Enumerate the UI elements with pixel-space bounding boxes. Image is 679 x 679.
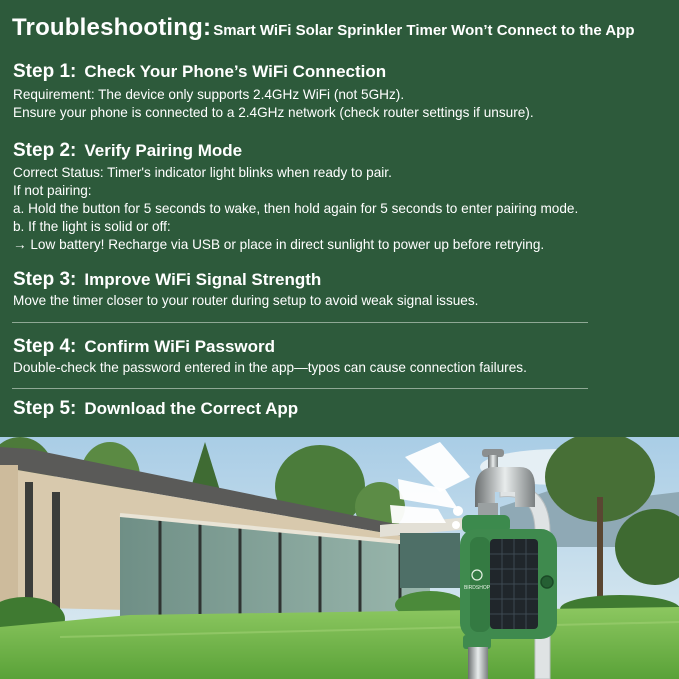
step-4-number: Step 4:	[13, 336, 77, 357]
step-4-heading	[13, 336, 275, 358]
step-1-title: Check Your Phone’s WiFi Connection	[84, 62, 387, 81]
step-3-line-1: Move the timer closer to your router during setup to avoid weak signal issues.	[13, 293, 479, 308]
step-2-title: Verify Pairing Mode	[84, 141, 243, 160]
pair-button-icon	[541, 576, 553, 588]
step-2-line-3: a. Hold the button for 5 seconds to wake, then hold again for 5 seconds to enter pairing mode.	[13, 201, 579, 216]
step-3-number: Step 3:	[13, 269, 77, 290]
step-1-line-1: Requirement: The device only supports 2.4GHz WiFi (not 5GHz).	[13, 87, 405, 102]
step-1-number: Step 1:	[13, 61, 77, 82]
product-scene-image	[0, 437, 679, 679]
lawn	[0, 607, 679, 679]
step-2-line-1: Correct Status: Timer's indicator light blinks when ready to pair.	[13, 165, 392, 180]
brand-label: BIRDSHOP	[463, 585, 491, 591]
divider-2	[12, 388, 588, 389]
title-sub: Smart WiFi Solar Sprinkler Timer Won’t Connect to the App	[213, 22, 635, 39]
step-2-line-4: b. If the light is solid or off:	[13, 219, 171, 234]
step-5-heading	[13, 398, 298, 420]
step-4-title: Confirm WiFi Password	[84, 337, 276, 356]
step-5-number: Step 5:	[13, 398, 77, 419]
step-1-heading	[13, 61, 386, 83]
step-5-title: Download the Correct App	[84, 399, 299, 418]
step-3-title: Improve WiFi Signal Strength	[84, 270, 322, 289]
step-2-line-2: If not pairing:	[13, 183, 92, 198]
step-4-line-1: Double-check the password entered in the app—typos can cause connection failures.	[13, 360, 527, 375]
step-1-line-2: Ensure your phone is connected to a 2.4GHz network (check router settings if unsure).	[13, 105, 534, 120]
step-2-heading	[13, 140, 242, 162]
title-main: Troubleshooting:	[12, 14, 212, 41]
page-title	[12, 14, 634, 42]
step-2-line-5: → Low battery! Recharge via USB or place in direct sunlight to power up before retrying.	[13, 237, 545, 252]
step-3-heading	[13, 269, 321, 291]
hose-connector	[468, 647, 488, 679]
step-2-number: Step 2:	[13, 140, 77, 161]
divider-1	[12, 322, 588, 323]
